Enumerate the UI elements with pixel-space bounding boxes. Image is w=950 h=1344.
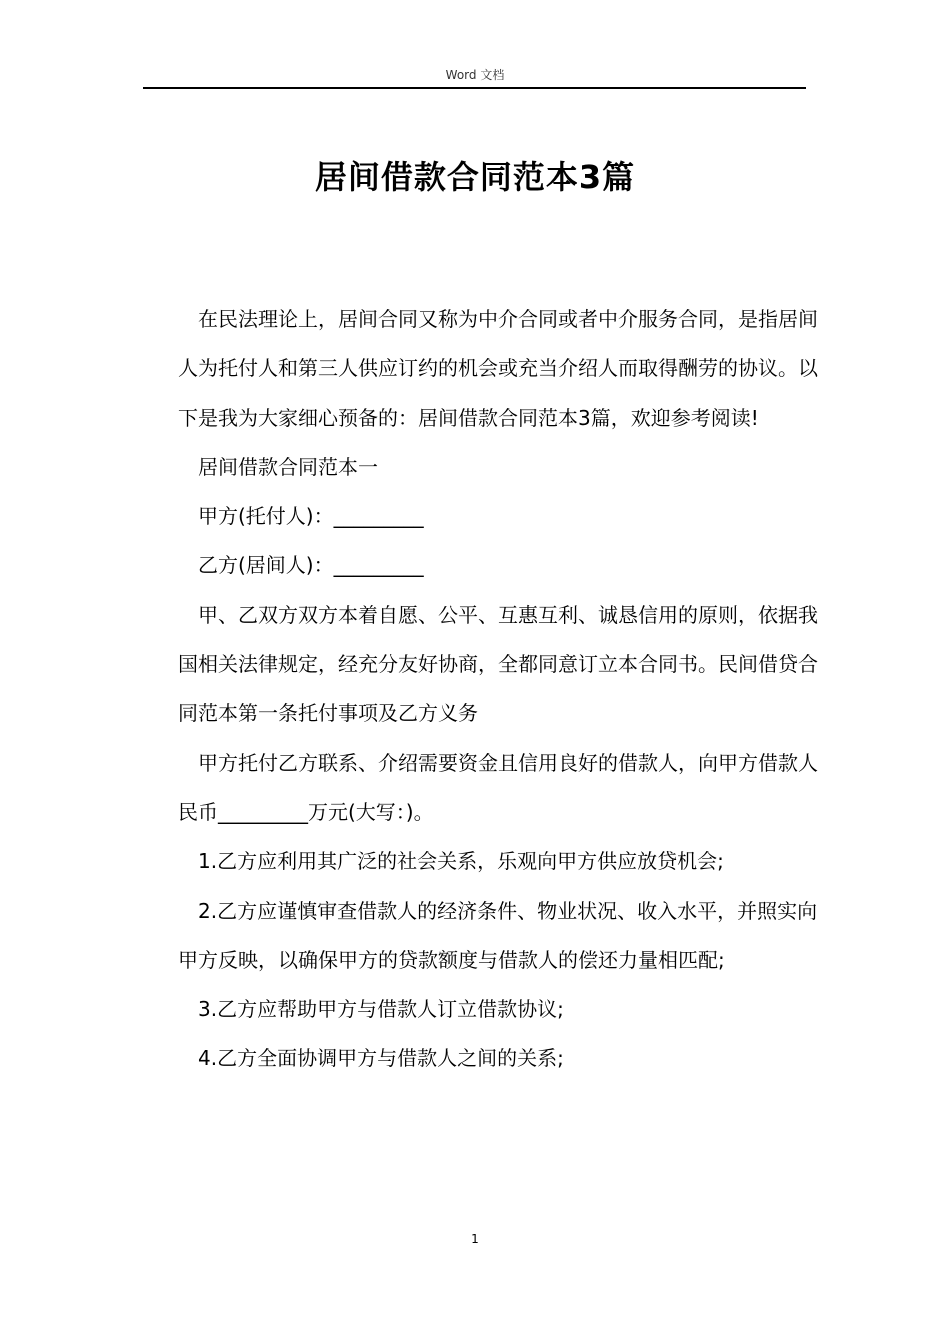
page-header: Word 文档 — [445, 68, 505, 82]
entrust-paragraph: 甲方托付乙方联系、介绍需要资金且信用良好的借款人，向甲方借款人民币_________万元(大写：)。 — [178, 750, 818, 824]
document-body — [178, 295, 818, 1084]
document-title: 居间借款合同范本3篇 — [314, 158, 636, 196]
party-b-line: 乙方(居间人)：_________ — [198, 553, 424, 578]
intro-paragraph: 在民法理论上，居间合同又称为中介合同或者中介服务合同，是指居间人为托付人和第三人供应订约的机会或充当介绍人而取得酬劳的协议。以下是我为大家细心预备的：居间借款合同范本3篇，欢迎参考阅读! — [178, 307, 818, 430]
clause-1: 1.乙方应利用其广泛的社会关系，乐观向甲方供应放贷机会; — [198, 849, 724, 874]
page-number: 1 — [471, 1232, 479, 1246]
section-heading: 居间借款合同范本一 — [198, 454, 378, 479]
clause-4: 4.乙方全面协调甲方与借款人之间的关系; — [198, 1046, 564, 1071]
party-a-line: 甲方(托付人)：_________ — [198, 504, 424, 529]
clause-3: 3.乙方应帮助甲方与借款人订立借款协议; — [198, 997, 564, 1022]
principle-paragraph: 甲、乙双方双方本着自愿、公平、互惠互利、诚恳信用的原则，依据我国相关法律规定，经充分友好协商，全都同意订立本合同书。民间借贷合同范本第一条托付事项及乙方义务 — [178, 602, 818, 726]
header-divider — [143, 87, 806, 89]
clause-2: 2.乙方应谨慎审查借款人的经济条件、物业状况、收入水平，并照实向甲方反映，以确保甲方的贷款额度与借款人的偿还力量相匹配; — [178, 898, 818, 972]
